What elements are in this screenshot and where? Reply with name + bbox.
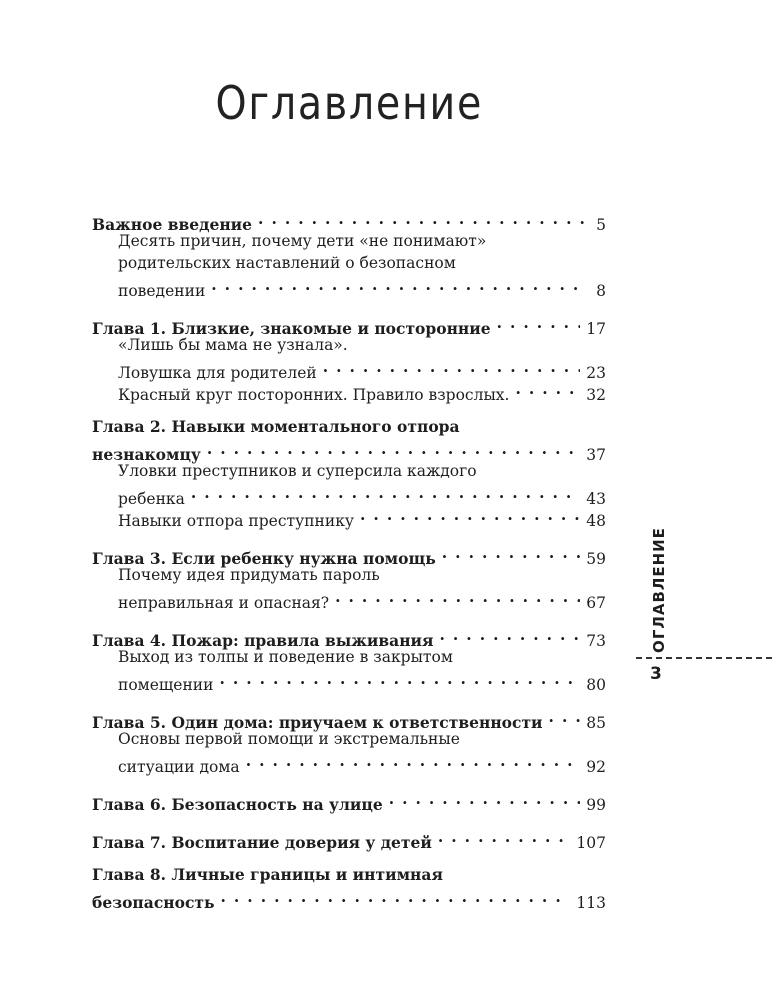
toc-entry-title: Глава 6. Безопасность на улице xyxy=(92,795,383,814)
toc-page-number: 5 xyxy=(596,216,606,234)
toc-entry-title: Глава 1. Близкие, знакомые и посторонние xyxy=(92,319,491,338)
toc-entry-title: безопасность xyxy=(92,893,215,912)
dot-leader xyxy=(335,586,580,608)
toc-subentry-text: «Лишь бы мама не узнала». xyxy=(118,336,348,354)
toc-subentry-text: родительских наставлений о безопасном xyxy=(118,254,456,272)
toc-page-number: 113 xyxy=(576,894,606,912)
dot-leader xyxy=(442,542,580,564)
toc-section-chapter-5 xyxy=(92,706,606,776)
toc-subentry-line[interactable] xyxy=(92,356,606,382)
toc-subentry-line[interactable] xyxy=(92,252,606,274)
toc-page-number: 92 xyxy=(586,758,606,776)
toc-subentry-text: Навыки отпора преступнику xyxy=(118,512,355,530)
dot-leader xyxy=(389,788,581,810)
toc-page-number: 23 xyxy=(586,364,606,382)
running-section-label-text: ОГЛАВЛЕНИЕ xyxy=(650,526,668,653)
toc-entry-title: Глава 7. Воспитание доверия у детей xyxy=(92,833,432,852)
toc-subentry-text: неправильная и опасная? xyxy=(118,594,330,612)
dot-leader xyxy=(219,668,580,690)
page-title: Оглавление xyxy=(215,76,484,130)
toc-entry-chapter-8-continued[interactable] xyxy=(92,886,606,912)
dot-leader xyxy=(246,750,581,772)
dot-leader xyxy=(221,886,571,908)
toc-page-number: 59 xyxy=(586,550,606,568)
toc-subentry-text: помещении xyxy=(118,676,214,694)
toc-entry-chapter-2-continued[interactable] xyxy=(92,438,606,464)
toc-page-number: 80 xyxy=(586,676,606,694)
toc-page-number: 67 xyxy=(586,594,606,612)
toc-subentry-text: Основы первой помощи и экстремальные xyxy=(118,730,460,748)
toc-section-chapter-8 xyxy=(92,864,606,912)
toc-subentry-text: поведении xyxy=(118,282,206,300)
toc-entry-chapter-6[interactable] xyxy=(92,788,606,814)
toc-entry-title: Глава 3. Если ребенку нужна помощь xyxy=(92,549,436,568)
toc-entry-chapter-3[interactable] xyxy=(92,542,606,568)
dot-leader xyxy=(438,826,571,848)
toc-page-number: 99 xyxy=(586,796,606,814)
toc-subentry-text: ребенка xyxy=(118,490,185,508)
toc-subentry-text: Красный круг посторонних. Правило взрослых. xyxy=(118,386,510,404)
toc-entry-title: незнакомцу xyxy=(92,445,201,464)
toc-entry-chapter-7[interactable] xyxy=(92,826,606,852)
toc-subentry-line[interactable] xyxy=(92,750,606,776)
table-of-contents xyxy=(92,208,606,912)
toc-section-chapter-4 xyxy=(92,624,606,694)
dot-leader xyxy=(515,378,580,400)
toc-entry-title: Глава 4. Пожар: правила выживания xyxy=(92,631,434,650)
toc-section-chapter-3 xyxy=(92,542,606,612)
dot-leader xyxy=(440,624,581,646)
toc-page-number: 107 xyxy=(576,834,606,852)
toc-entry-title: Важное введение xyxy=(92,215,253,234)
toc-subentry-line[interactable] xyxy=(92,230,606,252)
dot-leader xyxy=(323,356,581,378)
toc-section-chapter-7 xyxy=(92,826,606,852)
folio-page-number: 3 xyxy=(650,664,662,684)
toc-subentry-text: Выход из толпы и поведение в закрытом xyxy=(118,648,453,666)
toc-entry-chapter-1[interactable] xyxy=(92,312,606,338)
toc-section-chapter-6 xyxy=(92,788,606,814)
dot-leader xyxy=(549,706,581,728)
toc-page-number: 8 xyxy=(596,282,606,300)
dot-leader xyxy=(360,504,580,526)
toc-section-chapter-2 xyxy=(92,416,606,530)
toc-subentry-line[interactable] xyxy=(92,564,606,586)
toc-entry-chapter-8[interactable] xyxy=(92,864,606,886)
toc-section-introduction xyxy=(92,208,606,300)
toc-subentry-line[interactable] xyxy=(92,646,606,668)
toc-page-number: 73 xyxy=(586,632,606,650)
dot-leader xyxy=(497,312,581,334)
toc-entry-chapter-4[interactable] xyxy=(92,624,606,650)
toc-page-number: 37 xyxy=(586,446,606,464)
toc-subentry-line[interactable] xyxy=(92,586,606,612)
toc-subentry-text: ситуации дома xyxy=(118,758,240,776)
toc-subentry-line[interactable] xyxy=(92,482,606,508)
toc-entry-chapter-2[interactable] xyxy=(92,416,606,438)
dot-leader xyxy=(258,208,584,230)
toc-subentry-text: Десять причин, почему дети «не понимают» xyxy=(118,232,487,250)
toc-entry-title: Глава 2. Навыки моментального отпора xyxy=(92,417,460,436)
dot-leader xyxy=(207,438,580,460)
toc-entry-title: Глава 5. Один дома: приучаем к ответственности xyxy=(92,713,543,732)
running-section-label xyxy=(647,526,671,653)
toc-page-number: 43 xyxy=(586,490,606,508)
dot-leader xyxy=(211,274,584,296)
toc-section-chapter-1 xyxy=(92,312,606,404)
toc-subentry-text: Почему идея придумать пароль xyxy=(118,566,380,584)
toc-entry-chapter-5[interactable] xyxy=(92,706,606,732)
toc-subentry-text: Ловушка для родителей xyxy=(118,364,317,382)
toc-page-number: 17 xyxy=(586,320,606,338)
toc-subentry-line[interactable] xyxy=(92,460,606,482)
toc-subentry-line[interactable] xyxy=(92,668,606,694)
toc-entry-introduction[interactable] xyxy=(92,208,606,234)
toc-subentry-line[interactable] xyxy=(92,274,606,300)
toc-entry-title: Глава 8. Личные границы и интимная xyxy=(92,865,443,884)
toc-page-number: 48 xyxy=(586,512,606,530)
dot-leader xyxy=(191,482,580,504)
toc-subentry-text: Уловки преступников и суперсила каждого xyxy=(118,462,477,480)
dashed-divider xyxy=(636,657,772,659)
toc-page-number: 32 xyxy=(586,386,606,404)
toc-page-number: 85 xyxy=(586,714,606,732)
